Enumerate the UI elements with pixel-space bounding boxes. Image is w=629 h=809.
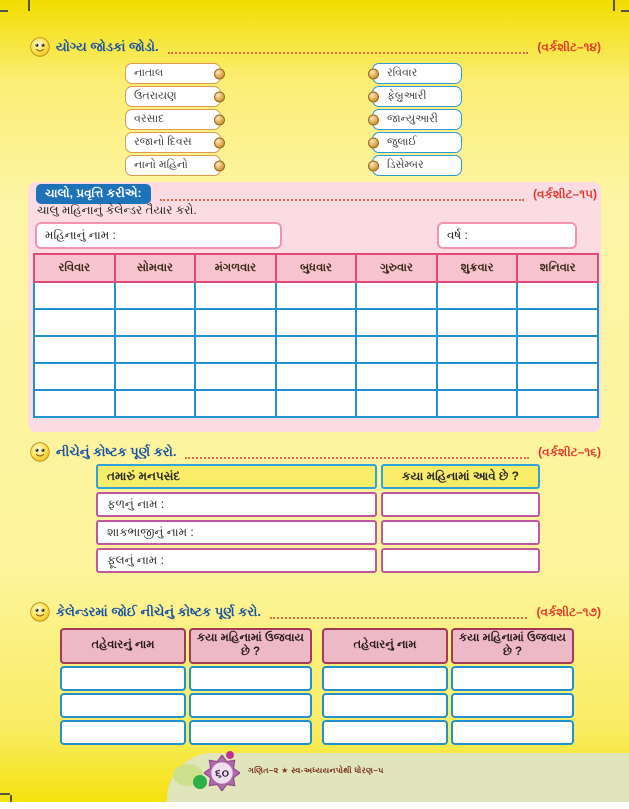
calendar-cell[interactable] <box>195 390 276 417</box>
match-item-right[interactable] <box>372 109 462 130</box>
calendar-cell[interactable] <box>34 336 115 363</box>
favorites-row <box>96 520 540 545</box>
calendar-cell[interactable] <box>34 282 115 309</box>
calendar-cell[interactable] <box>115 390 196 417</box>
answer-cell[interactable] <box>451 693 574 718</box>
weekday-header: શુક્રવાર <box>437 254 518 282</box>
calendar-cell[interactable] <box>276 282 357 309</box>
dotted-leader <box>168 51 529 54</box>
year-label: વર્ષ : <box>447 228 468 242</box>
worksheet-label: (વર્કશીટ–૧૭) <box>536 604 601 619</box>
favorite-fruit-label: ફળનું નામ : <box>96 492 377 517</box>
year-field[interactable] <box>437 222 577 249</box>
crop-mark <box>621 10 629 12</box>
calendar-row <box>34 390 598 417</box>
connector-dot[interactable] <box>368 68 379 79</box>
dotted-leader <box>185 456 529 459</box>
crop-mark <box>28 0 30 11</box>
calendar-cell[interactable] <box>437 282 518 309</box>
connector-dot[interactable] <box>368 91 379 102</box>
answer-cell[interactable] <box>60 693 186 718</box>
section-title: કેલેન્ડરમાં જોઈ નીચેનું કોષ્ટક પૂર્ણ કરો. <box>56 604 261 619</box>
answer-cell[interactable] <box>60 666 186 691</box>
worksheet-label: (વર્કશીટ–૧૫) <box>532 186 597 201</box>
calendar-cell[interactable] <box>34 363 115 390</box>
calendar-cell[interactable] <box>276 336 357 363</box>
calendar-cell[interactable] <box>356 336 437 363</box>
page-number-badge <box>204 755 240 791</box>
section-title: યોગ્ય જોડકાં જોડો. <box>56 39 159 54</box>
smiley-icon <box>30 37 50 57</box>
smiley-icon <box>30 442 50 462</box>
festivals-row <box>60 666 312 691</box>
calendar-cell[interactable] <box>517 390 598 417</box>
festival-month-header: કયા મહિનામાં ઉજવાય છે ? <box>189 628 312 664</box>
calendar-cell[interactable] <box>195 309 276 336</box>
worksheet-label: (વર્કશીટ–૧૪) <box>537 39 601 54</box>
dotted-leader <box>270 616 527 619</box>
answer-cell[interactable] <box>322 693 448 718</box>
festivals-row <box>322 666 574 691</box>
favorite-flower-label: ફૂલનું નામ : <box>96 548 377 573</box>
answer-cell[interactable] <box>381 548 540 573</box>
calendar-cell[interactable] <box>437 390 518 417</box>
favorites-header-row <box>96 464 540 489</box>
festivals-table-left <box>60 628 312 747</box>
favorite-vegetable-label: શાકભાજીનું નામ : <box>96 520 377 545</box>
match-item-left[interactable] <box>125 132 221 153</box>
calendar-cell[interactable] <box>517 309 598 336</box>
weekday-header: બુધવાર <box>276 254 357 282</box>
calendar-cell[interactable] <box>356 363 437 390</box>
match-item-label: નાતાલ <box>134 67 164 79</box>
answer-cell[interactable] <box>451 720 574 745</box>
calendar-cell[interactable] <box>34 390 115 417</box>
calendar-table <box>33 253 599 418</box>
festivals-header-row <box>322 628 574 664</box>
match-item-label: જુલાઈ <box>387 136 417 148</box>
calendar-cell[interactable] <box>276 309 357 336</box>
favorites-row <box>96 548 540 573</box>
answer-cell[interactable] <box>322 666 448 691</box>
calendar-cell[interactable] <box>195 282 276 309</box>
calendar-header-row <box>34 254 598 282</box>
match-item-label: રજાનો દિવસ <box>134 136 192 148</box>
weekday-header: સોમવાર <box>115 254 196 282</box>
connector-dot[interactable] <box>214 137 225 148</box>
match-item-label: ઉતરાયણ <box>134 90 177 102</box>
activity-section-header <box>36 184 597 204</box>
weekday-header: મંગળવાર <box>195 254 276 282</box>
calendar-cell[interactable] <box>115 309 196 336</box>
favorites-row <box>96 492 540 517</box>
calendar-cell[interactable] <box>115 282 196 309</box>
answer-cell[interactable] <box>189 693 312 718</box>
match-item-right[interactable] <box>372 63 462 84</box>
matching-section-header <box>30 37 601 57</box>
calendar-cell[interactable] <box>517 282 598 309</box>
calendar-cell[interactable] <box>195 363 276 390</box>
activity-instruction: ચાલુ મહિનાનું કેલેન્ડર તૈયાર કરો. <box>37 203 197 217</box>
festivals-section-header <box>30 602 601 622</box>
month-name-field[interactable] <box>35 222 282 249</box>
calendar-cell[interactable] <box>115 363 196 390</box>
connector-dot[interactable] <box>214 68 225 79</box>
calendar-cell[interactable] <box>437 363 518 390</box>
calendar-cell[interactable] <box>517 336 598 363</box>
answer-cell[interactable] <box>60 720 186 745</box>
weekday-header: રવિવાર <box>34 254 115 282</box>
answer-cell[interactable] <box>322 720 448 745</box>
calendar-cell[interactable] <box>276 390 357 417</box>
match-item-left[interactable] <box>125 63 221 84</box>
festivals-row <box>322 693 574 718</box>
calendar-cell[interactable] <box>437 336 518 363</box>
calendar-cell[interactable] <box>276 363 357 390</box>
festival-month-header: કયા મહિનામાં ઉજવાય છે ? <box>451 628 574 664</box>
favorites-col2-header: કયા મહિનામાં આવે છે ? <box>381 464 540 489</box>
smiley-icon <box>30 602 50 622</box>
page-number: ૬૦ <box>215 765 229 780</box>
match-item-right[interactable] <box>372 155 462 176</box>
match-item-right[interactable] <box>372 86 462 107</box>
crop-mark <box>613 0 615 11</box>
calendar-cell[interactable] <box>115 336 196 363</box>
match-item-left[interactable] <box>125 109 221 130</box>
page-bottom-margin <box>0 802 629 809</box>
connector-dot[interactable] <box>368 137 379 148</box>
match-item-left[interactable] <box>125 155 221 176</box>
festivals-row <box>60 720 312 745</box>
calendar-row <box>34 309 598 336</box>
answer-cell[interactable] <box>189 720 312 745</box>
match-item-label: વરસાદ <box>134 113 165 125</box>
footer-text: ગણિત–૨ ★ સ્વ-અધ્યયનપોથી ધોરણ–૫ <box>248 766 384 775</box>
calendar-cell[interactable] <box>356 282 437 309</box>
festival-name-header: તહેવારનું નામ <box>60 628 186 664</box>
weekday-header: ગુરુવાર <box>356 254 437 282</box>
connector-dot[interactable] <box>214 91 225 102</box>
favorites-col1-header: તમારું મનપસંદ <box>96 464 377 489</box>
month-name-label: મહિનાનું નામ : <box>45 228 116 242</box>
match-item-left[interactable] <box>125 86 221 107</box>
worksheet-label: (વર્કશીટ–૧૬) <box>538 444 601 459</box>
match-item-label: ફેબ્રુઆરી <box>387 90 427 102</box>
match-item-right[interactable] <box>372 132 462 153</box>
match-item-label: ડિસેમ્બર <box>387 159 424 171</box>
dotted-leader <box>160 198 524 201</box>
calendar-cell[interactable] <box>356 390 437 417</box>
festivals-header-row <box>60 628 312 664</box>
answer-cell[interactable] <box>381 520 540 545</box>
crop-mark <box>0 793 10 795</box>
answer-cell[interactable] <box>189 666 312 691</box>
connector-dot[interactable] <box>214 114 225 125</box>
festival-name-header: તહેવારનું નામ <box>322 628 448 664</box>
festivals-table-right <box>322 628 574 747</box>
answer-cell[interactable] <box>451 666 574 691</box>
calendar-cell[interactable] <box>517 363 598 390</box>
match-item-label: રવિવાર <box>387 67 418 79</box>
favorites-table <box>96 464 540 576</box>
crop-mark <box>0 10 8 12</box>
calendar-cell[interactable] <box>34 309 115 336</box>
calendar-row <box>34 282 598 309</box>
section-title: નીચેનું કોષ્ટક પૂર્ણ કરો. <box>56 444 177 459</box>
calendar-row <box>34 336 598 363</box>
festivals-row <box>60 693 312 718</box>
festivals-row <box>322 720 574 745</box>
match-item-label: જાન્યુઆરી <box>387 113 438 125</box>
activity-badge: ચાલો, પ્રવૃત્તિ કરીએ: <box>36 184 151 204</box>
match-item-label: નાનો મહિનો <box>134 159 188 171</box>
favorites-section-header <box>30 442 601 462</box>
connector-dot[interactable] <box>368 160 379 171</box>
connector-dot[interactable] <box>368 114 379 125</box>
answer-cell[interactable] <box>381 492 540 517</box>
calendar-cell[interactable] <box>437 309 518 336</box>
weekday-header: શનિવાર <box>517 254 598 282</box>
calendar-row <box>34 363 598 390</box>
calendar-cell[interactable] <box>195 336 276 363</box>
connector-dot[interactable] <box>214 160 225 171</box>
calendar-cell[interactable] <box>356 309 437 336</box>
